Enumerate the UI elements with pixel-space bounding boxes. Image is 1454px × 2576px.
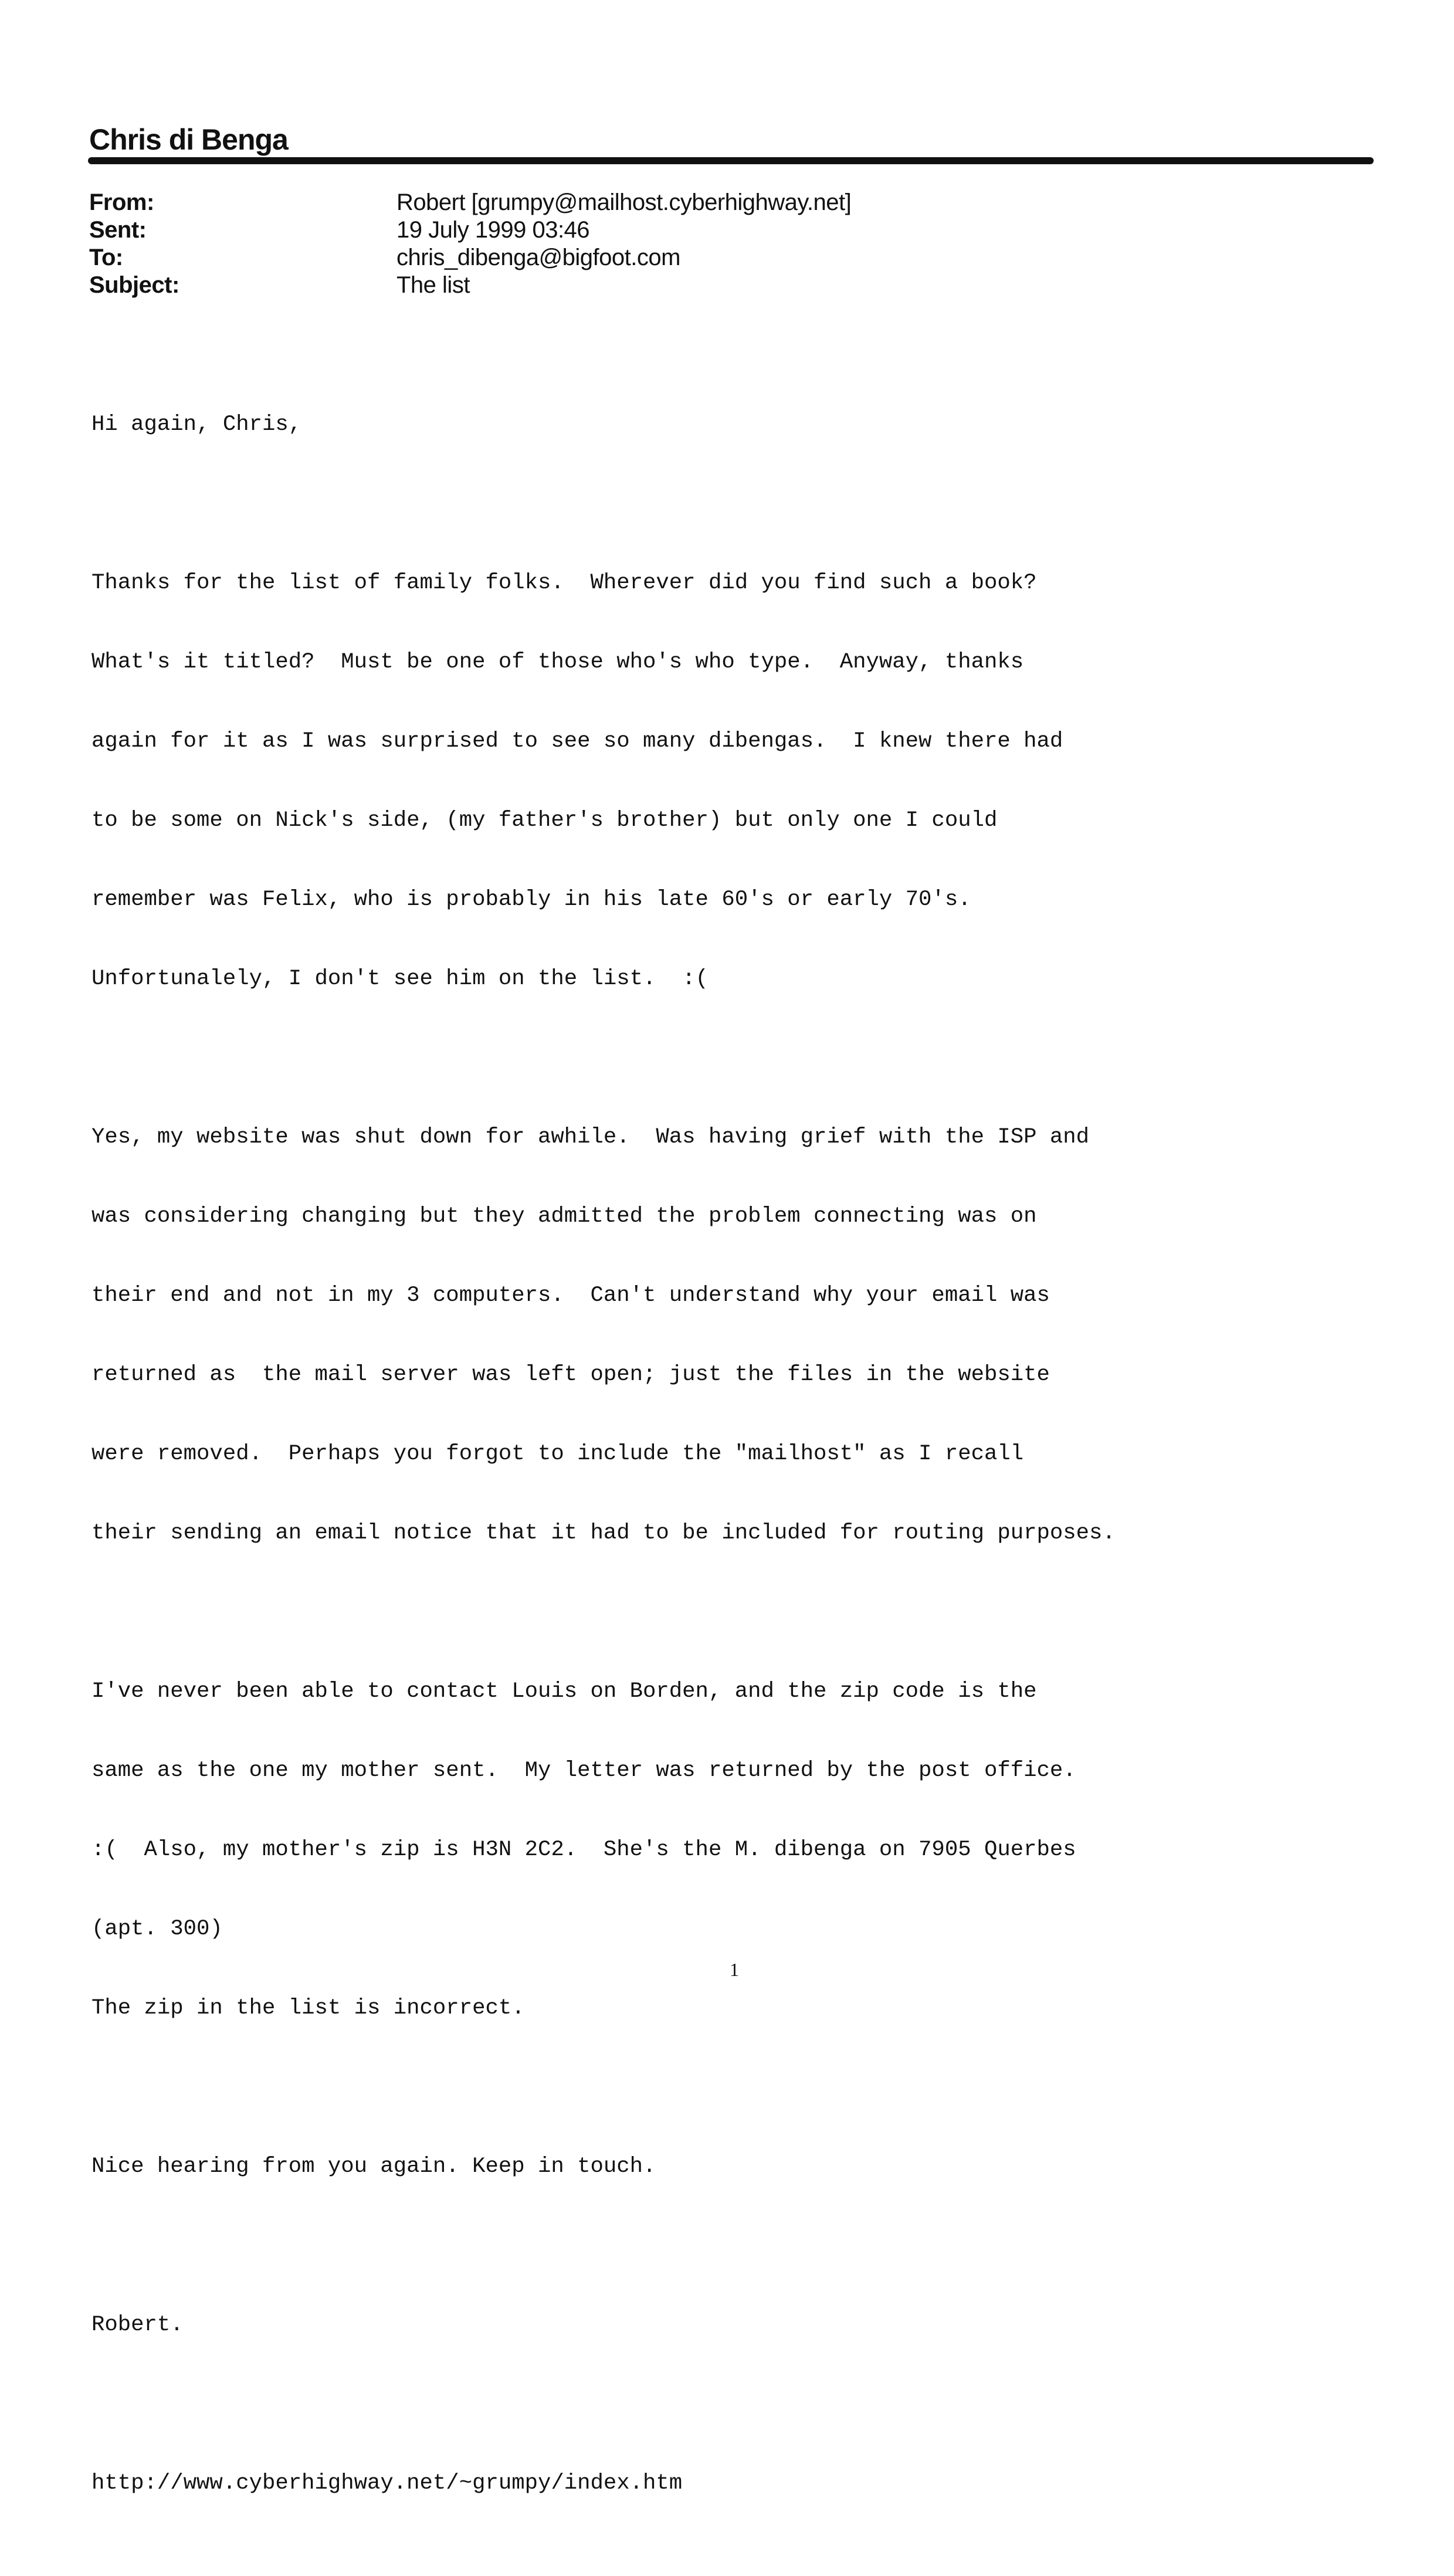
body-line: Yes, my website was shut down for awhile. Was having grief with the ISP and <box>91 1125 1090 1150</box>
body-line: same as the one my mother sent. My letter was returned by the post office. <box>91 1758 1076 1783</box>
sent-value: 19 July 1999 03:46 <box>396 217 590 243</box>
body-line: What's it titled? Must be one of those who's who type. Anyway, thanks <box>91 650 1024 674</box>
body-line: Hi again, Chris, <box>91 412 302 437</box>
header-labels <box>89 189 179 299</box>
website-link-paragraph <box>91 2418 1358 2550</box>
body-line: to be some on Nick's side, (my father's brother) but only one I could <box>91 808 998 833</box>
body-line: Unfortunalely, I don't see him on the list. :( <box>91 967 709 991</box>
body-line: (apt. 300) <box>91 1917 223 1941</box>
website-url: http://www.cyberhighway.net/~grumpy/index.htm <box>91 2471 683 2496</box>
subject-value: The list <box>396 272 470 298</box>
body-line: again for it as I was surprised to see so many dibengas. I knew there had <box>91 729 1063 754</box>
body-line: their end and not in my 3 computers. Can't understand why your email was <box>91 1283 1050 1308</box>
body-line: :( Also, my mother's zip is H3N 2C2. She's the M. dibenga on 7905 Querbes <box>91 1838 1076 1862</box>
mailbox-owner-name: Chris di Benga <box>89 123 288 156</box>
header-values <box>396 189 851 299</box>
to-value: chris_dibenga@bigfoot.com <box>396 245 680 270</box>
body-line: Thanks for the list of family folks. Wherever did you find such a book? <box>91 571 1037 595</box>
body-line: was considering changing but they admitted the problem connecting was on <box>91 1204 1037 1229</box>
to-label: To: <box>89 245 123 270</box>
greeting-paragraph <box>91 359 1358 491</box>
from-label: From: <box>89 189 154 215</box>
subject-label: Subject: <box>89 272 179 298</box>
sent-label: Sent: <box>89 217 147 243</box>
signature-name: Robert. <box>91 2313 184 2337</box>
website-paragraph <box>91 1072 1358 1599</box>
body-line: were removed. Perhaps you forgot to include the "mailhost" as I recall <box>91 1442 1024 1466</box>
signature <box>91 2259 1358 2391</box>
body-line: I've never been able to contact Louis on Borden, and the zip code is the <box>91 1679 1037 1704</box>
page-number: 1 <box>730 1959 739 1980</box>
family-list-paragraph <box>91 517 1358 1045</box>
closing-paragraph <box>91 2101 1358 2233</box>
header-divider <box>88 157 1374 164</box>
from-value: Robert [grumpy@mailhost.cyberhighway.net] <box>396 189 852 215</box>
body-line: Nice hearing from you again. Keep in touch. <box>91 2154 656 2179</box>
zip-code-paragraph <box>91 1626 1358 2075</box>
message-body <box>91 359 1358 2576</box>
body-line: returned as the mail server was left open; just the files in the website <box>91 1362 1050 1387</box>
body-line: their sending an email notice that it had to be included for routing purposes. <box>91 1521 1116 1545</box>
body-line: The zip in the list is incorrect. <box>91 1996 525 2021</box>
body-line: remember was Felix, who is probably in his late 60's or early 70's. <box>91 887 971 912</box>
